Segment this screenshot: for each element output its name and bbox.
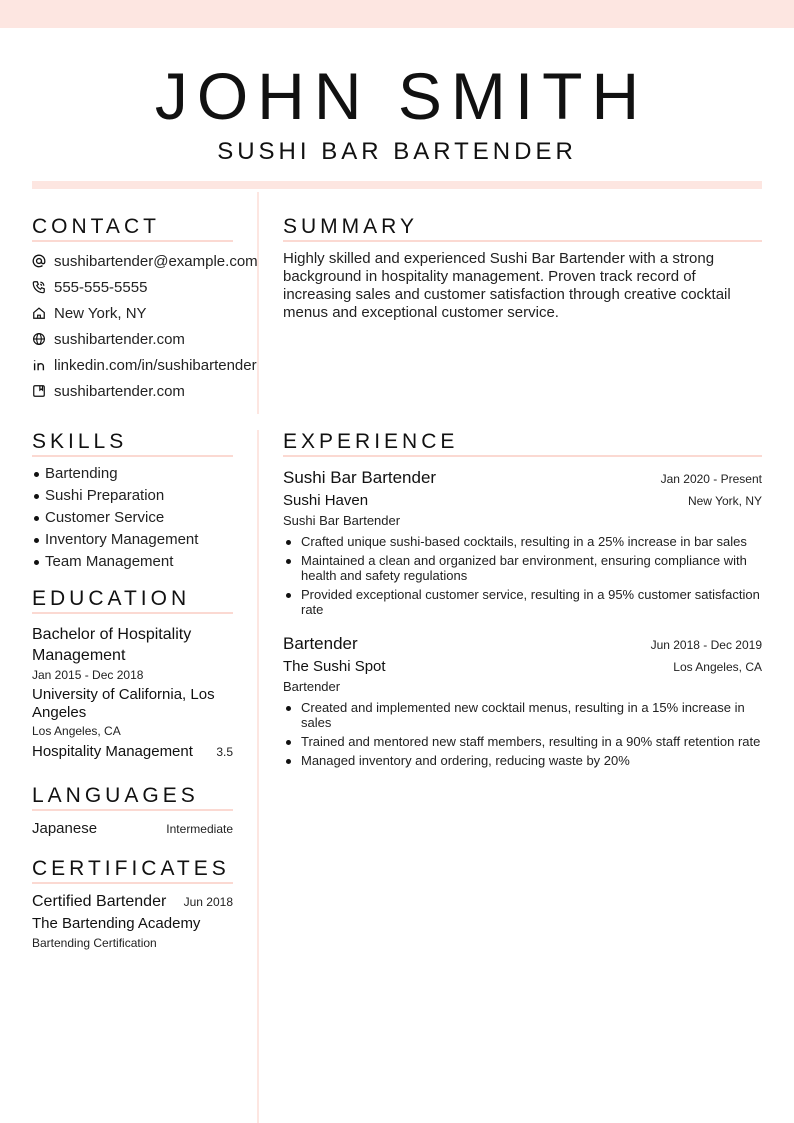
candidate-name: JOHN SMITH: [154, 59, 649, 133]
header-divider: [32, 181, 762, 189]
job-bullet: [283, 700, 762, 730]
job-bullet: [283, 587, 762, 617]
job-bullets: [283, 534, 762, 617]
skill-item: [32, 485, 233, 507]
skill-label: Sushi Preparation: [45, 487, 165, 504]
certificate-description: Bartending Certification: [32, 936, 157, 950]
certificate-issuer: The Bartending Academy: [32, 915, 201, 932]
skill-item: [32, 463, 233, 485]
summary-heading: SUMMARY: [283, 214, 762, 242]
resume-header: [0, 58, 794, 168]
job-entry: [283, 467, 762, 617]
language-level: Intermediate: [166, 822, 233, 836]
summary-text: Highly skilled and experienced Sushi Bar Bartender with a strong background in hospitality management. Proven track record of increasing sales and customer satisfaction through creative cocktail menus and exceptional customer service.: [283, 250, 731, 321]
job-dates: Jan 2020 - Present: [660, 472, 762, 486]
bullet-dot: [286, 759, 291, 764]
contact-portfolio-text: sushibartender.com: [54, 382, 185, 400]
education-heading: EDUCATION: [32, 586, 233, 614]
skills-heading: SKILLS: [32, 429, 233, 457]
job-bullet: [283, 753, 762, 768]
contact-website[interactable]: [32, 326, 233, 352]
top-accent-band: [0, 0, 794, 28]
contact-email[interactable]: [32, 248, 258, 274]
job-bullet-text: Maintained a clean and organized bar environment, ensuring compliance with health and safety regulations: [301, 553, 747, 583]
skill-label: Customer Service: [45, 509, 165, 526]
home-icon: [32, 306, 46, 320]
job-company-row: [283, 491, 762, 511]
education-field-row: [32, 743, 233, 761]
contact-location-text: New York, NY: [54, 304, 147, 322]
contact-email-text: sushibartender@example.com: [54, 252, 258, 270]
bullet-dot: [286, 540, 291, 545]
contact-heading: CONTACT: [32, 214, 233, 242]
contact-list: [32, 248, 258, 404]
job-role: Bartender: [283, 679, 341, 694]
education-school: University of California, Los Angeles: [32, 686, 215, 721]
job-bullet-text: Crafted unique sushi-based cocktails, resulting in a 25% increase in bar sales: [301, 534, 747, 549]
contact-phone-text: 555-555-5555: [54, 278, 148, 296]
phone-icon: [32, 280, 46, 294]
job-title-row: [283, 633, 762, 655]
job-bullet-text: Trained and mentored new staff members, resulting in a 90% staff retention rate: [301, 734, 761, 749]
job-bullet: [283, 534, 762, 549]
languages-heading: LANGUAGES: [32, 783, 233, 811]
skill-item: [32, 529, 233, 551]
bullet-dot: [34, 516, 39, 521]
bullet-dot: [34, 472, 39, 477]
job-dates: Jun 2018 - Dec 2019: [650, 638, 762, 652]
portfolio-icon: [32, 384, 46, 398]
job-company: Sushi Haven: [283, 492, 369, 509]
at-icon: [32, 254, 46, 268]
certificate-date: Jun 2018: [183, 895, 233, 909]
job-title: Sushi Bar Bartender: [283, 468, 437, 487]
bullet-dot: [286, 559, 291, 564]
education-field: Hospitality Management: [32, 743, 193, 760]
job-bullet-text: Provided exceptional customer service, resulting in a 95% customer satisfaction rate: [301, 587, 760, 617]
language-row: [32, 819, 233, 839]
bullet-dot: [286, 706, 291, 711]
education-gpa: 3.5: [216, 745, 233, 759]
job-company-row: [283, 657, 762, 677]
linkedin-icon: [32, 358, 46, 372]
certificate-row: [32, 892, 233, 912]
globe-icon: [32, 332, 46, 346]
bullet-dot: [286, 740, 291, 745]
contact-phone[interactable]: [32, 274, 233, 300]
bullet-dot: [34, 494, 39, 499]
job-bullet: [283, 734, 762, 749]
job-bullets: [283, 700, 762, 768]
job-bullet-text: Created and implemented new cocktail menus, resulting in a 15% increase in sales: [301, 700, 745, 730]
contact-section: [32, 214, 258, 404]
education-section: [32, 586, 233, 761]
summary-section: [283, 214, 762, 322]
education-location: Los Angeles, CA: [32, 724, 121, 738]
job-bullet: [283, 553, 762, 583]
contact-location: [32, 300, 233, 326]
contact-linkedin[interactable]: [32, 352, 257, 378]
job-title-row: [283, 467, 762, 489]
experience-heading: EXPERIENCE: [283, 429, 762, 457]
bullet-dot: [286, 593, 291, 598]
skill-label: Bartending: [45, 465, 118, 482]
job-role: Sushi Bar Bartender: [283, 513, 401, 528]
certificates-heading: CERTIFICATES: [32, 856, 233, 884]
job-entry: [283, 633, 762, 768]
contact-portfolio[interactable]: [32, 378, 233, 404]
education-dates: Jan 2015 - Dec 2018: [32, 668, 144, 682]
skill-label: Inventory Management: [45, 531, 199, 548]
education-degree: Bachelor of Hospitality Management: [32, 626, 192, 664]
languages-section: [32, 783, 233, 839]
certificate-name: Certified Bartender: [32, 893, 167, 910]
job-bullet-text: Managed inventory and ordering, reducing waste by 20%: [301, 753, 630, 768]
job-company: The Sushi Spot: [283, 658, 386, 675]
skills-section: [32, 429, 233, 573]
skill-item: [32, 551, 233, 573]
language-name: Japanese: [32, 820, 98, 837]
skills-list: [32, 463, 233, 573]
certificates-section: [32, 856, 233, 951]
skill-label: Team Management: [45, 553, 174, 570]
job-location: New York, NY: [687, 494, 762, 508]
column-divider-top: [257, 192, 259, 414]
skill-item: [32, 507, 233, 529]
job-title: Bartender: [283, 634, 358, 653]
experience-section: [283, 429, 762, 768]
column-divider-bottom: [257, 430, 259, 1123]
contact-linkedin-text: linkedin.com/in/sushibartender: [54, 356, 257, 374]
job-location: Los Angeles, CA: [673, 660, 762, 674]
contact-website-text: sushibartender.com: [54, 330, 185, 348]
bullet-dot: [34, 538, 39, 543]
bullet-dot: [34, 560, 39, 565]
candidate-title: SUSHI BAR BARTENDER: [217, 138, 577, 165]
